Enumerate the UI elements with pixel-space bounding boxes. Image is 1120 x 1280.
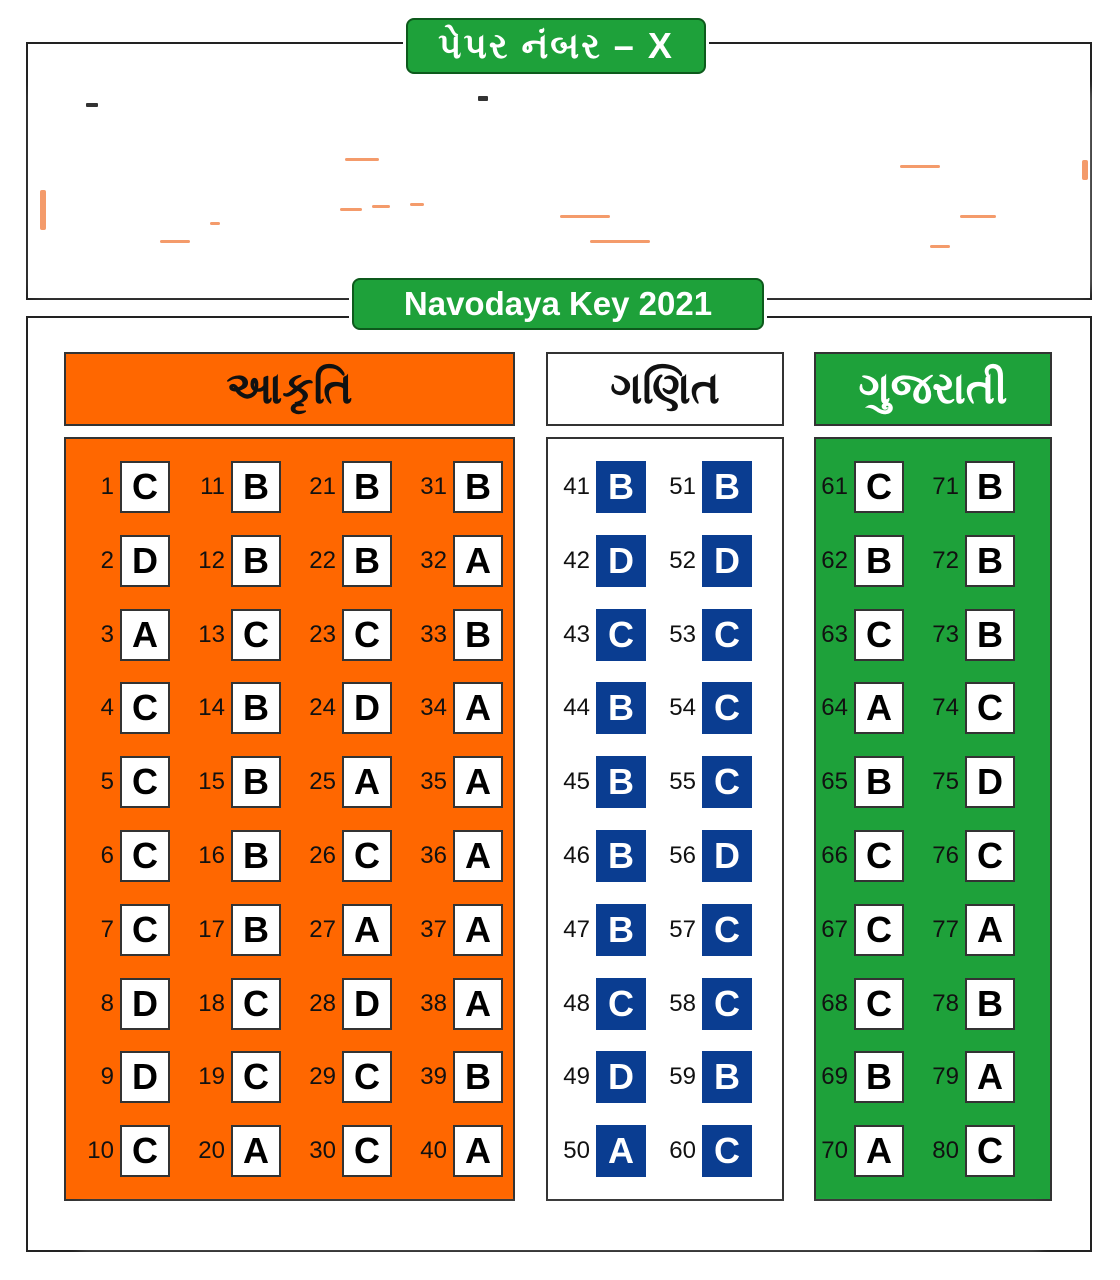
answer-box: A [342,904,392,956]
redacted-stroke [900,165,940,168]
question-number: 29 [309,1063,336,1090]
question-number: 6 [100,842,114,869]
answer-panel-ganit [546,437,784,1201]
question-number: 79 [932,1063,959,1090]
answer-box: B [231,461,281,513]
question-number: 46 [563,842,590,869]
question-number: 80 [932,1137,959,1164]
answer-box: C [702,756,752,808]
question-number: 59 [669,1063,696,1090]
question-number: 64 [821,694,848,721]
question-number: 40 [420,1137,447,1164]
answer-box: D [120,978,170,1030]
answer-box: C [702,682,752,734]
answer-box: D [596,1051,646,1103]
question-number: 35 [420,768,447,795]
redacted-stroke [1082,160,1088,180]
question-number: 15 [198,768,225,795]
question-number: 1 [100,473,114,500]
question-number: 74 [932,694,959,721]
answer-box: A [231,1125,281,1177]
answer-box: B [965,535,1015,587]
question-number: 3 [100,621,114,648]
answer-box: C [342,830,392,882]
question-number: 10 [87,1137,114,1164]
question-number: 77 [932,916,959,943]
question-number: 8 [100,990,114,1017]
answer-box: C [854,830,904,882]
question-number: 13 [198,621,225,648]
answer-box: C [120,830,170,882]
answer-box: A [854,682,904,734]
question-number: 58 [669,990,696,1017]
answer-box: B [965,609,1015,661]
answer-box: D [702,830,752,882]
question-number: 71 [932,473,959,500]
question-number: 22 [309,547,336,574]
answer-box: B [965,978,1015,1030]
answer-box: B [854,535,904,587]
question-number: 66 [821,842,848,869]
answer-box: B [596,461,646,513]
question-number: 68 [821,990,848,1017]
question-number: 45 [563,768,590,795]
answer-box: C [702,1125,752,1177]
answer-box: A [453,830,503,882]
answer-box: A [453,1125,503,1177]
question-number: 67 [821,916,848,943]
question-number: 25 [309,768,336,795]
redacted-stroke [560,215,610,218]
question-number: 42 [563,547,590,574]
question-number: 70 [821,1137,848,1164]
question-number: 60 [669,1137,696,1164]
question-number: 17 [198,916,225,943]
question-number: 23 [309,621,336,648]
question-number: 16 [198,842,225,869]
question-number: 43 [563,621,590,648]
answer-box: B [854,1051,904,1103]
answer-box: B [702,461,752,513]
answer-box: C [120,1125,170,1177]
answer-box: C [120,904,170,956]
redacted-area [36,90,1086,290]
answer-box: C [854,978,904,1030]
question-number: 5 [100,768,114,795]
answer-box: C [854,904,904,956]
answer-box: B [231,904,281,956]
question-number: 55 [669,768,696,795]
answer-box: A [965,904,1015,956]
question-number: 18 [198,990,225,1017]
redacted-stroke [410,203,424,206]
section-header-akruti: આકૃતિ [64,352,515,426]
answer-box: B [596,756,646,808]
redacted-stroke [210,222,220,225]
answer-box: B [231,682,281,734]
question-number: 75 [932,768,959,795]
question-number: 76 [932,842,959,869]
answer-box: D [342,682,392,734]
redacted-area [80,1210,1040,1244]
redacted-stroke [372,205,390,208]
redacted-mark [86,103,98,107]
question-number: 62 [821,547,848,574]
question-number: 53 [669,621,696,648]
redacted-stroke [40,190,46,230]
question-number: 14 [198,694,225,721]
answer-box: A [965,1051,1015,1103]
redacted-stroke [930,245,950,248]
question-number: 73 [932,621,959,648]
question-number: 65 [821,768,848,795]
question-number: 39 [420,1063,447,1090]
answer-box: D [702,535,752,587]
answer-box: B [596,830,646,882]
question-number: 34 [420,694,447,721]
question-number: 56 [669,842,696,869]
redacted-stroke [590,240,650,243]
answer-box: C [596,609,646,661]
answer-box: C [702,904,752,956]
answer-box: B [231,830,281,882]
answer-box: B [854,756,904,808]
question-number: 54 [669,694,696,721]
question-number: 20 [198,1137,225,1164]
answer-box: C [965,830,1015,882]
answer-box: D [965,756,1015,808]
paper-number-badge: પેપર નંબર – X [406,18,706,74]
question-number: 47 [563,916,590,943]
redacted-stroke [345,158,379,161]
question-number: 37 [420,916,447,943]
answer-box: C [120,461,170,513]
question-number: 31 [420,473,447,500]
answer-box: D [342,978,392,1030]
answer-box: D [120,535,170,587]
redacted-stroke [960,215,996,218]
question-number: 12 [198,547,225,574]
redacted-mark [478,96,488,101]
question-number: 24 [309,694,336,721]
answer-box: C [596,978,646,1030]
answer-box: B [453,461,503,513]
answer-box: A [453,978,503,1030]
answer-box: B [596,682,646,734]
question-number: 30 [309,1137,336,1164]
answer-box: C [231,609,281,661]
answer-box: D [120,1051,170,1103]
question-number: 9 [100,1063,114,1090]
question-number: 38 [420,990,447,1017]
question-number: 48 [563,990,590,1017]
answer-box: C [342,609,392,661]
question-number: 27 [309,916,336,943]
key-title-badge: Navodaya Key 2021 [352,278,764,330]
answer-box: C [965,682,1015,734]
question-number: 26 [309,842,336,869]
question-number: 63 [821,621,848,648]
answer-box: B [342,461,392,513]
answer-box: C [231,978,281,1030]
answer-box: C [702,978,752,1030]
question-number: 78 [932,990,959,1017]
answer-box: C [342,1051,392,1103]
question-number: 28 [309,990,336,1017]
answer-box: B [342,535,392,587]
question-number: 72 [932,547,959,574]
answer-box: A [453,682,503,734]
question-number: 33 [420,621,447,648]
answer-box: B [702,1051,752,1103]
question-number: 36 [420,842,447,869]
question-number: 49 [563,1063,590,1090]
answer-box: C [965,1125,1015,1177]
answer-panel-akruti [64,437,515,1201]
question-number: 51 [669,473,696,500]
question-number: 4 [100,694,114,721]
question-number: 41 [563,473,590,500]
section-header-gujarati: ગુજરાતી [814,352,1052,426]
question-number: 57 [669,916,696,943]
answer-box: A [596,1125,646,1177]
answer-box: B [453,1051,503,1103]
answer-box: A [120,609,170,661]
question-number: 52 [669,547,696,574]
answer-box: D [596,535,646,587]
answer-box: C [120,682,170,734]
question-number: 21 [309,473,336,500]
question-number: 19 [198,1063,225,1090]
answer-box: C [854,609,904,661]
answer-box: B [965,461,1015,513]
answer-box: A [342,756,392,808]
question-number: 44 [563,694,590,721]
question-number: 32 [420,547,447,574]
answer-box: C [342,1125,392,1177]
question-number: 11 [200,473,225,500]
answer-box: B [231,535,281,587]
redacted-stroke [340,208,362,211]
answer-box: B [453,609,503,661]
answer-box: C [231,1051,281,1103]
answer-box: C [702,609,752,661]
section-header-ganit: ગણિત [546,352,784,426]
question-number: 50 [563,1137,590,1164]
answer-box: B [596,904,646,956]
question-number: 61 [821,473,848,500]
question-number: 69 [821,1063,848,1090]
question-number: 2 [100,547,114,574]
answer-box: B [231,756,281,808]
redacted-stroke [160,240,190,243]
answer-box: A [453,535,503,587]
answer-box: A [453,904,503,956]
answer-panel-gujarati [814,437,1052,1201]
answer-box: C [120,756,170,808]
answer-box: A [453,756,503,808]
answer-box: C [854,461,904,513]
question-number: 7 [100,916,114,943]
answer-box: A [854,1125,904,1177]
